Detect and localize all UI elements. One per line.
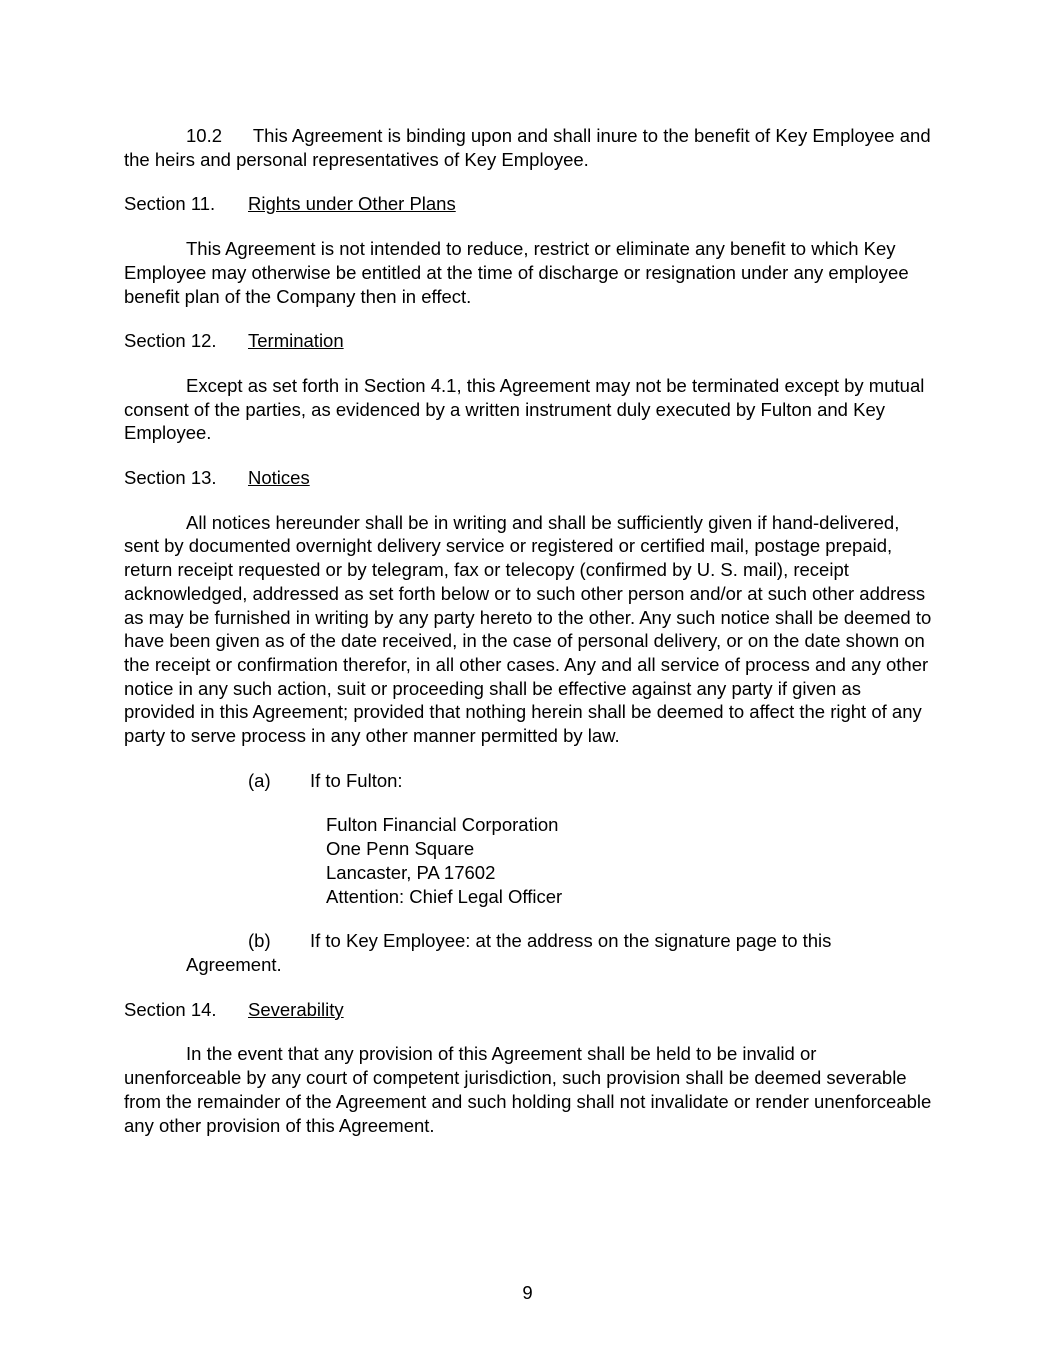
address-line: One Penn Square xyxy=(326,838,475,860)
section-number: Section 14. xyxy=(124,998,217,1020)
item-text: If to Key Employee: at the address on the signature page to this xyxy=(310,930,832,952)
paragraph-number: 10.2 xyxy=(186,125,223,146)
address-line: Fulton Financial Corporation xyxy=(326,814,559,836)
section-number: Section 11. xyxy=(124,193,216,215)
section-13-body: All notices hereunder shall be in writing and shall be sufficiently given if hand-delivered, sent by documented overnight delivery service or registered or certified mail, postage prepaid, return receipt requested or by telegram, fax or telecopy (confirmed by U. S. mail), receipt acknowledged, addressed as set forth below or to such other person and/or at such other address as may be furnished in writing by any party hereto to the other. Any such notice shall be deemed to have been given as of the date received, in the case of personal delivery, or on the date shown on the receipt or confirmation therefor, in all other cases. Any and all service of process and any other notice in any such action, suit or proceeding shall be effective against any party if given as provided in this Agreement; provided that nothing herein shall be deemed to affect the right of any party to serve process in any other manner permitted by law. xyxy=(124,511,932,747)
section-13-heading xyxy=(124,466,934,490)
page-number: 9 xyxy=(522,1282,533,1303)
notice-item-b xyxy=(124,929,934,976)
paragraph-10-2 xyxy=(124,124,934,171)
section-number: Section 13. xyxy=(124,467,217,489)
paragraph-text: This Agreement is binding upon and shall inure to the benefit of Key Employee and the heirs and personal representatives of Key Employee. xyxy=(124,125,931,170)
section-14-heading xyxy=(124,998,934,1022)
section-14-body: In the event that any provision of this Agreement shall be held to be invalid or unenforceable by any court of competent jurisdiction, such provision shall be deemed severable from the remainder of the Agreement and such holding shall not invalidate or render unenforceable any other provision of this Agreement. xyxy=(124,1043,932,1136)
section-title: Severability xyxy=(248,998,344,1020)
document-page xyxy=(124,124,934,1158)
section-title: Termination xyxy=(248,330,344,352)
item-text-continuation: Agreement. xyxy=(186,953,282,975)
address-line: Attention: Chief Legal Officer xyxy=(326,885,563,907)
item-text: If to Fulton: xyxy=(310,769,403,791)
notice-item-a xyxy=(124,769,934,793)
section-title: Rights under Other Plans xyxy=(248,193,456,215)
fulton-address-block xyxy=(124,813,934,908)
item-label: (a) xyxy=(248,769,271,791)
section-12-body: Except as set forth in Section 4.1, this Agreement may not be terminated except by mutual consent of the parties, as evidenced by a written instrument duly executed by Fulton and Key Employee. xyxy=(124,374,925,444)
item-label: (b) xyxy=(248,930,271,952)
address-line: Lancaster, PA 17602 xyxy=(326,861,496,883)
section-11-body: This Agreement is not intended to reduce, restrict or eliminate any benefit to which Key Employee may otherwise be entitled at the time of discharge or resignation under any employee benefit plan of the Company then in effect. xyxy=(124,238,909,307)
section-12-heading xyxy=(124,329,934,353)
section-11-heading xyxy=(124,192,934,216)
section-number: Section 12. xyxy=(124,330,217,352)
section-title: Notices xyxy=(248,467,310,489)
